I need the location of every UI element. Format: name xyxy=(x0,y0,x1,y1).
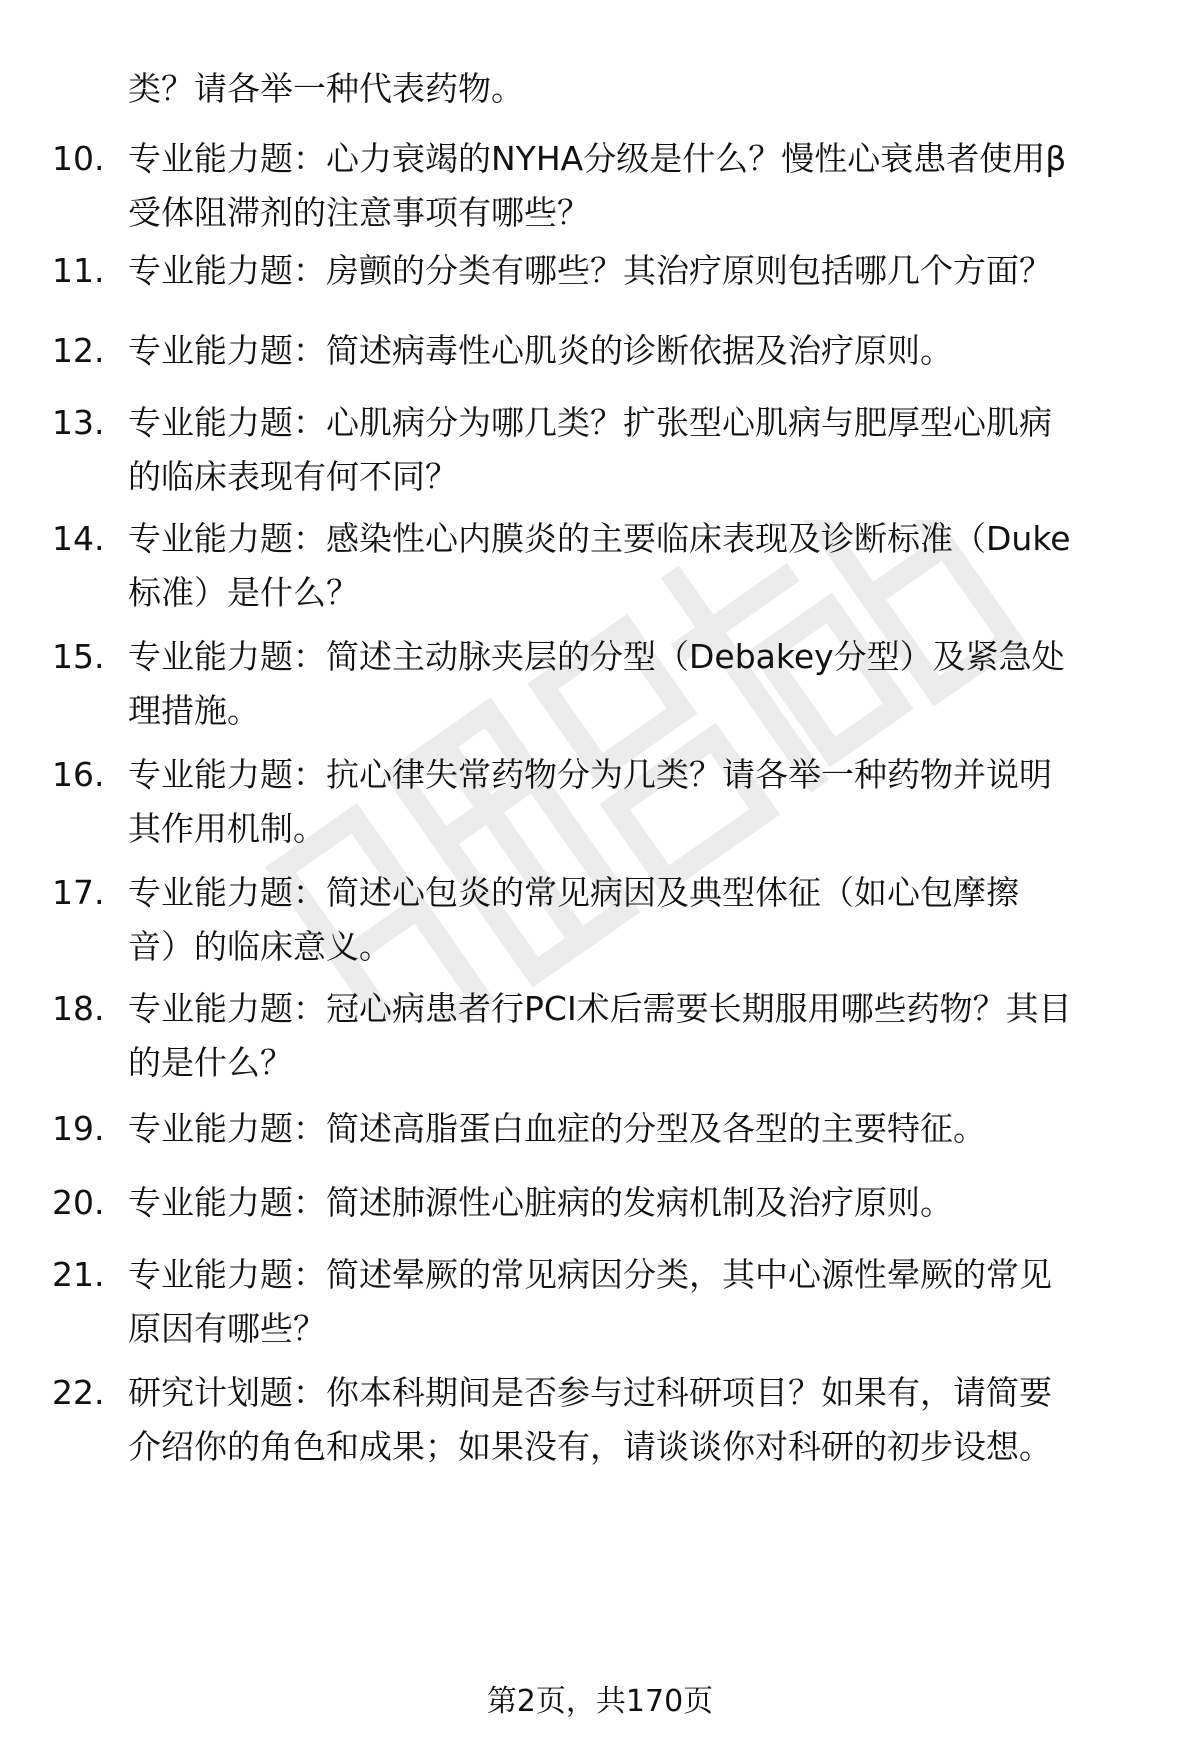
question-text-line: 专业能力题：简述心包炎的常见病因及典型体征（如心包摩擦 xyxy=(128,873,1019,912)
continuation-text: 类？请各举一种代表药物。 xyxy=(128,69,524,108)
question-text-line: 专业能力题：心肌病分为哪几类？扩张型心肌病与肥厚型心肌病 xyxy=(128,403,1052,442)
question-text-line: 介绍你的角色和成果；如果没有，请谈谈你对科研的初步设想。 xyxy=(128,1427,1052,1466)
question-text xyxy=(128,396,1158,504)
question-text-line: 专业能力题：房颤的分类有哪些？其治疗原则包括哪几个方面？ xyxy=(128,251,1052,290)
question-text-line: 专业能力题：冠心病患者行PCI术后需要长期服用哪些药物？其目 xyxy=(128,989,1072,1028)
question-text xyxy=(128,866,1158,974)
question-text-line: 专业能力题：简述主动脉夹层的分型（Debakey分型）及紧急处 xyxy=(128,637,1065,676)
question-text-line: 专业能力题：抗心律失常药物分为几类？请各举一种药物并说明 xyxy=(128,755,1052,794)
question-text xyxy=(128,512,1158,620)
question-text-line: 研究计划题：你本科期间是否参与过科研项目？如果有，请简要 xyxy=(128,1373,1052,1412)
question-text-line: 原因有哪些？ xyxy=(128,1309,326,1348)
question-text-line: 专业能力题：简述肺源性心脏病的发病机制及治疗原则。 xyxy=(128,1183,953,1222)
question-text-line: 理措施。 xyxy=(128,691,260,730)
question-number: 15. xyxy=(52,637,105,676)
question-text-line: 其作用机制。 xyxy=(128,809,326,848)
question-text xyxy=(128,1248,1158,1356)
question-text xyxy=(128,630,1158,738)
question-text xyxy=(128,1366,1158,1474)
question-text xyxy=(128,1102,1158,1156)
page-number-footer: 第2页，共170页 xyxy=(486,1684,714,1719)
question-number: 22. xyxy=(52,1373,105,1412)
question-number: 11. xyxy=(52,251,105,290)
question-text-line: 专业能力题：简述病毒性心肌炎的诊断依据及治疗原则。 xyxy=(128,331,953,370)
question-text-line: 音）的临床意义。 xyxy=(128,927,392,966)
question-text xyxy=(128,748,1158,856)
question-text-line: 专业能力题：简述晕厥的常见病因分类，其中心源性晕厥的常见 xyxy=(128,1255,1052,1294)
question-number: 20. xyxy=(52,1183,105,1222)
question-number: 10. xyxy=(52,139,105,178)
question-number: 18. xyxy=(52,989,105,1028)
question-number: 17. xyxy=(52,873,105,912)
question-number: 14. xyxy=(52,519,105,558)
question-text-line: 的是什么？ xyxy=(128,1043,293,1082)
question-text-line: 受体阻滞剂的注意事项有哪些？ xyxy=(128,193,590,232)
question-text-line: 专业能力题：心力衰竭的NYHA分级是什么？慢性心衰患者使用β xyxy=(128,139,1067,178)
question-number: 16. xyxy=(52,755,105,794)
question-text-line: 专业能力题：简述高脂蛋白血症的分型及各型的主要特征。 xyxy=(128,1109,986,1148)
question-number: 13. xyxy=(52,403,105,442)
question-text xyxy=(128,244,1158,298)
question-text xyxy=(128,1176,1158,1230)
question-text xyxy=(128,324,1158,378)
question-text-line: 标准）是什么？ xyxy=(128,573,359,612)
question-number: 12. xyxy=(52,331,105,370)
question-number: 21. xyxy=(52,1255,105,1294)
question-text xyxy=(128,982,1158,1090)
question-text xyxy=(128,132,1158,240)
question-number: 19. xyxy=(52,1109,105,1148)
question-text-line: 的临床表现有何不同？ xyxy=(128,457,458,496)
question-text-line: 专业能力题：感染性心内膜炎的主要临床表现及诊断标准（Duke xyxy=(128,519,1071,558)
